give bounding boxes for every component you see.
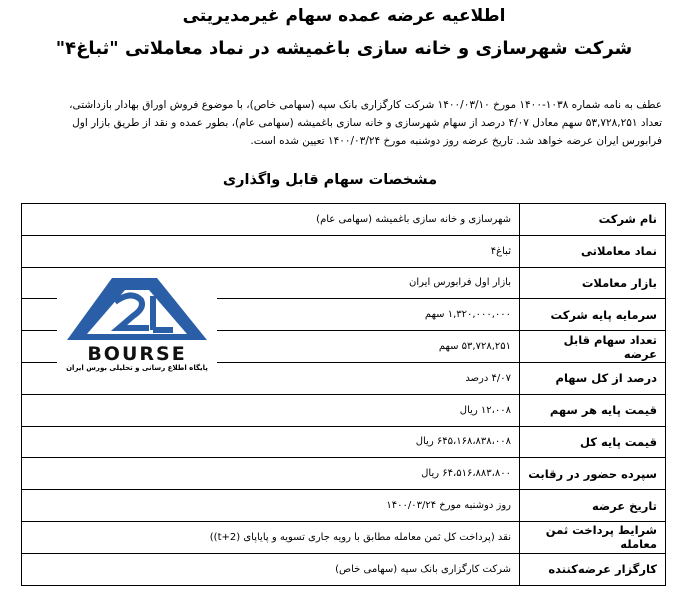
row-value: نقد (پرداخت کل ثمن معامله مطابق با رویه جاری تسویه و پایاپای (t+2)) (22, 521, 520, 553)
row-label: شرایط پرداخت ثمن معامله (520, 521, 666, 553)
row-value: ۶۴۵،۱۶۸،۸۳۸،۰۰۸ ریال (22, 426, 520, 458)
table-row (22, 553, 666, 585)
row-value: ۶۴،۵۱۶،۸۸۳،۸۰۰ ریال (22, 458, 520, 490)
table-row (22, 458, 666, 490)
row-value: شرکت کارگزاری بانک سپه (سهامی خاص) (22, 553, 520, 585)
intro-line: تعداد ۵۳,۷۲۸,۲۵۱ سهم معادل ۴/۰۷ درصد از سهام شهرسازی و خانه سازی باغمیشه (سهامی عام)، بطور عمده و نقد از طریق بازار اول (72, 117, 662, 129)
notice-title: اطلاعیه عرضه عمده سهام غیرمدیریتی (182, 6, 506, 26)
intro-paragraph (22, 96, 662, 150)
row-label: تاریخ عرضه (520, 490, 666, 522)
row-value: ثباغ۴ (22, 235, 520, 267)
table-row (22, 426, 666, 458)
intro-line: عطف به نامه شماره ۱۰۳۸-۱۴۰۰ مورخ ۱۴۰۰/۰۳/۱۰ شرکت کارگزاری بانک سپه (سهامی خاص)، با موضوع فروش اوراق بهادار بازداشتی، (69, 99, 662, 111)
row-value: ۵۳,۷۲۸,۲۵۱ سهم (22, 331, 520, 363)
table-row (22, 235, 666, 267)
row-value: بازار اول فرابورس ایران (22, 267, 520, 299)
bourse-logo (57, 268, 217, 380)
row-label: سرمایه پایه شرکت (520, 299, 666, 331)
row-label: قیمت پایه کل (520, 426, 666, 458)
intro-line: فرابورس ایران عرضه خواهد شد. تاریخ عرضه روز دوشنبه مورخ ۱۴۰۰/۰۳/۲۴ تعیین شده است. (250, 135, 662, 147)
row-label: درصد از کل سهام (520, 362, 666, 394)
bourse-emblem-icon (57, 268, 217, 364)
row-label: سپرده حضور در رقابت (520, 458, 666, 490)
row-label: نماد معاملاتی (520, 235, 666, 267)
table-row (22, 490, 666, 522)
row-label: کارگزار عرضه‌کننده (520, 553, 666, 585)
specs-table (21, 203, 666, 586)
row-value: ۱۲،۰۰۸ ریال (22, 394, 520, 426)
table-row (22, 394, 666, 426)
row-value: روز دوشنبه مورخ ۱۴۰۰/۰۳/۲۴ (22, 490, 520, 522)
row-value: ۴/۰۷ درصد (22, 362, 520, 394)
row-label: قیمت پایه هر سهم (520, 394, 666, 426)
row-value: شهرسازی و خانه سازی باغمیشه (سهامی عام) (22, 204, 520, 236)
logo-wordmark: BOURSE (87, 343, 187, 364)
logo-caption: پایگاه اطلاع رسانی و تحلیلی بورس ایران (66, 364, 208, 372)
row-value: ۱,۳۲۰,۰۰۰,۰۰۰ سهم (22, 299, 520, 331)
company-title: شرکت شهرسازی و خانه سازی باغمیشه در نماد معاملاتی "ثباغ۴" (55, 38, 633, 59)
row-label: بازار معاملات (520, 267, 666, 299)
row-label: تعداد سهام قابل عرضه (520, 331, 666, 363)
row-label: نام شرکت (520, 204, 666, 236)
table-row (22, 521, 666, 553)
table-row (22, 204, 666, 236)
section-title: مشخصات سهام قابل واگذاری (222, 172, 438, 188)
